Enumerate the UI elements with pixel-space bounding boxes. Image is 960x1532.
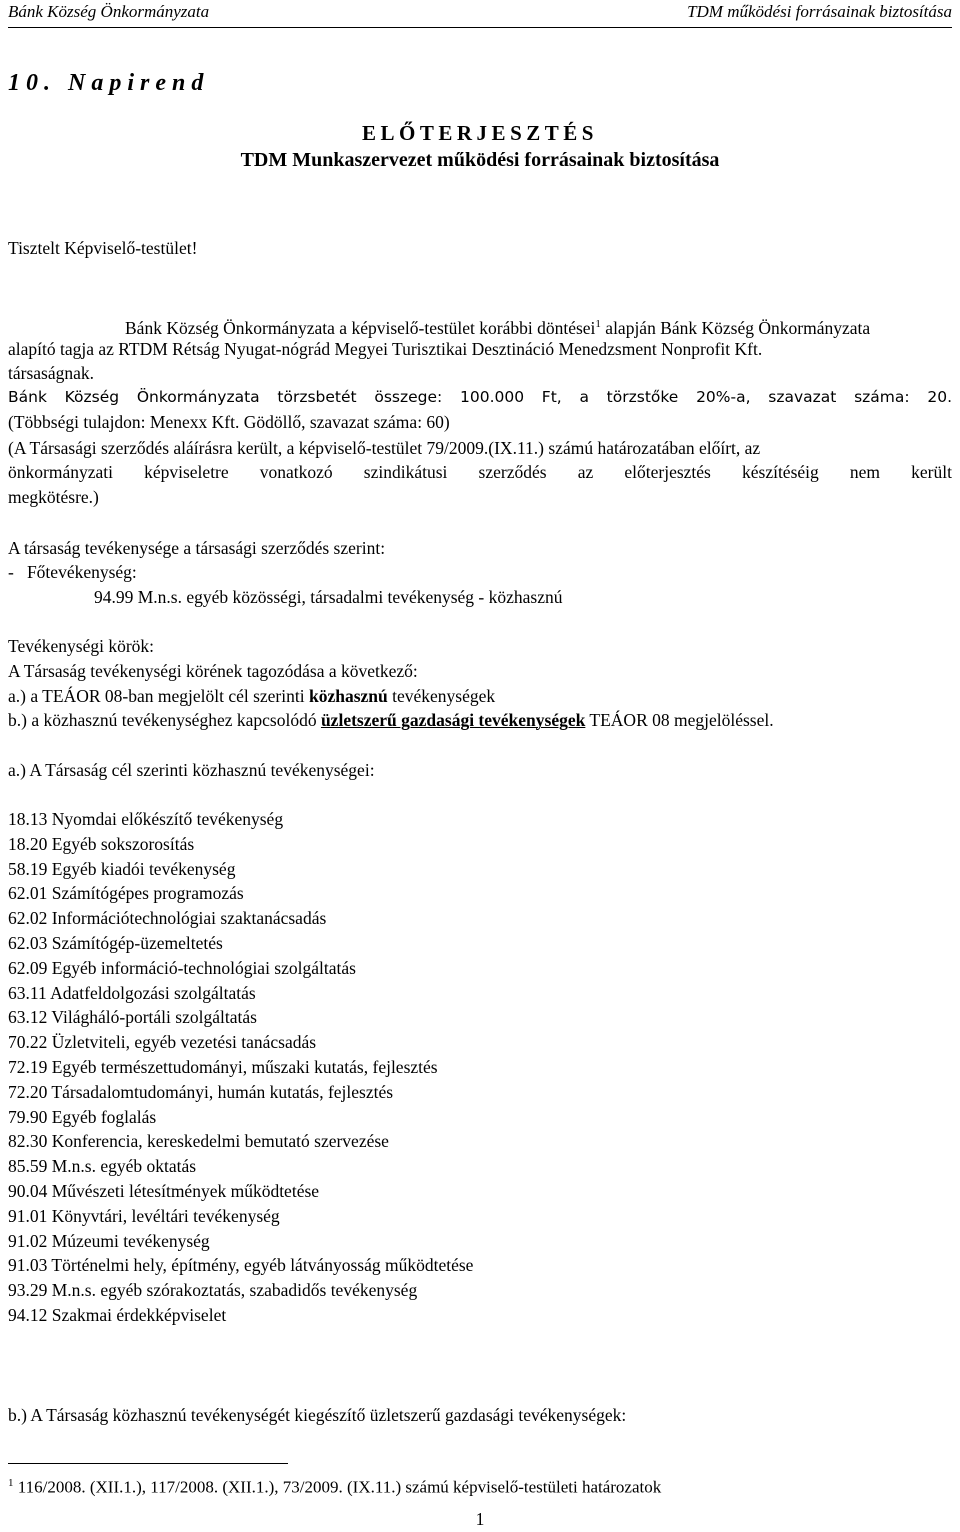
list-item: 62.02 Információtechnológiai szaktanácsadás (8, 908, 327, 929)
list-item: 82.30 Konferencia, kereskedelmi bemutató szervezése (8, 1131, 389, 1152)
footnote: $^1$ 116/2008. (XII.1.), 117/2008. (XII.1.), 73/2009. (IX.11.) számú képviselő-testületi határozatok (8, 1477, 662, 1497)
footnote-mark: 1 (8, 1477, 14, 1489)
list-item: 62.09 Egyéb információ-technológiai szolgáltatás (8, 957, 356, 978)
list-item: 72.19 Egyéb természettudományi, műszaki kutatás, fejlesztés (8, 1057, 438, 1077)
list-item: 90.04 Művészeti létesítmények működtetése (8, 1181, 320, 1201)
list-item: 63.12 Világháló-portáli szolgáltatás (8, 1007, 257, 1028)
intro-line-1: Bánk Község Önkormányzata a képviselő-testület korábbi döntései$^1$ alapján Bánk Község Önkormányzata (125, 317, 871, 338)
intro-line-2: alapító tagja az RTDM Rétság Nyugat-nógrád Megyei Turisztikai Desztináció Menedzsment Nonprofit Kft. (8, 339, 763, 359)
footnote-rule (8, 1463, 288, 1464)
list-item: 62.01 Számítógépes programozás (8, 883, 244, 904)
list-item: 94.12 Szakmai érdekképviselet (8, 1305, 227, 1325)
list-item: 62.03 Számítógép-üzemeltetés (8, 933, 223, 953)
list-item: 18.20 Egyéb sokszorosítás (8, 833, 195, 854)
intro-line-6: (A Társasági szerződés aláírásra került, a képviselő-testület 79/2009.(IX.11.) számú határozatában előírt, az (8, 438, 761, 458)
list-a-heading: a.) A Társaság cél szerinti közhasznú tevékenységei: (8, 760, 375, 780)
main-activity-label: - Főtevékenység: (8, 562, 137, 582)
header-rule (8, 27, 952, 28)
list-item: 18.13 Nyomdai előkészítő tevékenység (8, 809, 284, 829)
list-b-heading: b.) A Társaság közhasznú tevékenységét kiegészítő üzletszerű gazdasági tevékenységek: (8, 1405, 627, 1425)
document-title: ELŐTERJESZTÉS (362, 121, 598, 145)
main-activity-value: 94.99 M.n.s. egyéb közösségi, társadalmi tevékenység - közhasznú (94, 587, 563, 607)
salutation: Tisztelt Képviselő-testület! (8, 238, 198, 258)
intro-line-3: társaságnak. (8, 363, 95, 383)
page-header (8, 0, 952, 36)
list-item: 58.19 Egyéb kiadói tevékenység (8, 858, 236, 879)
list-item: 91.01 Könyvtári, levéltári tevékenység (8, 1205, 280, 1226)
scope-subheading: A Társaság tevékenységi körének tagozódása a következő: (8, 661, 418, 681)
intro-line-7: önkormányzati képviseletre vonatkozó szindikátusi szerződés az előterjesztés készítéséig nem került (8, 462, 952, 482)
list-item: 93.29 M.n.s. egyéb szórakoztatás, szabadidős tevékenység (8, 1280, 418, 1301)
page-number: 1 (475, 1509, 485, 1529)
intro-line-4: Bánk Község Önkormányzata törzsbetét összege: 100.000 Ft, a törzstőke 20%-a, szavazat száma: 20. (8, 388, 952, 406)
scope-heading: Tevékenységi körök: (8, 636, 155, 656)
footnote-ref: 1 (595, 318, 601, 330)
agenda-heading: 10. Napirend (8, 70, 210, 96)
list-item: 85.59 M.n.s. egyéb oktatás (8, 1156, 197, 1177)
activity-heading: A társaság tevékenysége a társasági szerződés szerint: (8, 538, 386, 558)
intro-line-5: (Többségi tulajdon: Menexx Kft. Gödöllő, szavazat száma: 60) (8, 412, 450, 432)
header-right: TDM működési forrásainak biztosítása (687, 2, 952, 21)
scope-item-b: b.) a közhasznú tevékenységhez kapcsolódó üzletszerű gazdasági tevékenységek TEÁOR 08 megjelöléssel. (8, 710, 774, 730)
list-item: 70.22 Üzletviteli, egyéb vezetési tanácsadás (8, 1032, 317, 1053)
list-item: 91.02 Múzeumi tevékenység (8, 1230, 210, 1251)
list-item: 79.90 Egyéb foglalás (8, 1106, 157, 1127)
header-left: Bánk Község Önkormányzata (8, 2, 210, 21)
document-subject: TDM Munkaszervezet működési forrásainak biztosítása (240, 149, 720, 171)
list-item: 63.11 Adatfeldolgozási szolgáltatás (8, 982, 256, 1003)
list-item: 91.03 Történelmi hely, építmény, egyéb látványosság működtetése (8, 1255, 474, 1276)
scope-item-a: a.) a TEÁOR 08-ban megjelölt cél szerinti közhasznú tevékenységek (8, 686, 496, 706)
intro-line-8: megkötésre.) (8, 487, 99, 507)
list-item: 72.20 Társadalomtudományi, humán kutatás, fejlesztés (8, 1081, 394, 1102)
